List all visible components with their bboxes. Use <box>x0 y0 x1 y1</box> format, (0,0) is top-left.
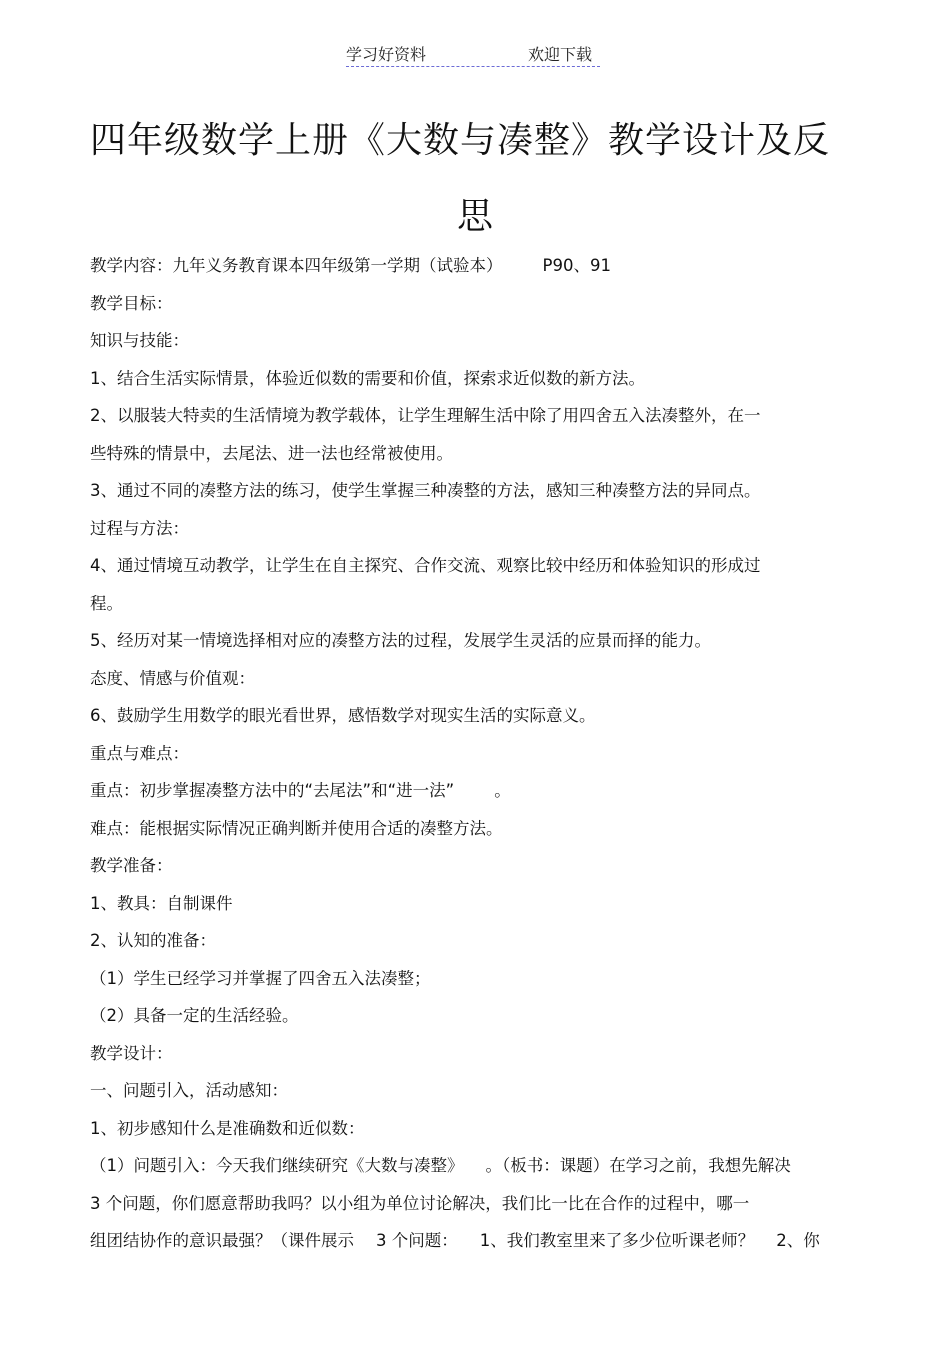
paragraph-line: 1、初步感知什么是准确数和近似数： <box>90 1118 365 1138</box>
paragraph-text: 2、你 <box>776 1231 820 1250</box>
document-title-line-2: 思 <box>456 196 493 237</box>
paragraph-text: 1、我们教室里来了多少位听课老师？ <box>479 1231 755 1250</box>
paragraph-line <box>90 1147 870 1185</box>
teaching-content-line <box>90 247 870 285</box>
paragraph-line: 重点与难点： <box>90 743 189 763</box>
header-right-text: 欢迎下载 <box>528 45 593 64</box>
paragraph-line: （2）具备一定的生活经验。 <box>90 1006 299 1025</box>
paragraph-line: 些特殊的情景中，去尾法、进一法也经常被使用。 <box>90 443 453 463</box>
paragraph-line: 4、通过情境互动教学，让学生在自主探究、合作交流、观察比较中经历和体验知识的形成过 <box>90 556 761 575</box>
paragraph-line: 1、教具：自制课件 <box>90 893 233 913</box>
teaching-content-label: 教学内容：九年义务教育课本四年级第一学期（试验本） <box>90 256 503 275</box>
page-header <box>346 42 600 67</box>
key-point-text: 重点：初步掌握凑整方法中的“去尾法”和“进一法” <box>90 781 455 800</box>
paragraph-line: 难点：能根据实际情况正确判断并使用合适的凑整方法。 <box>90 818 503 838</box>
teaching-content-pages: P90、91 <box>542 256 611 275</box>
document-body <box>90 247 870 1260</box>
paragraph-line: 5、经历对某一情境选择相对应的凑整方法的过程，发展学生灵活的应景而择的能力。 <box>90 631 711 650</box>
paragraph-line: 3、通过不同的凑整方法的练习，使学生掌握三种凑整的方法，感知三种凑整方法的异同点。 <box>90 481 761 500</box>
paragraph-line: 教学准备： <box>90 856 173 875</box>
paragraph-text: 组团结协作的意识最强？（课件展示 <box>90 1231 354 1250</box>
paragraph-text: 3 个问题： <box>376 1231 458 1250</box>
paragraph-line: 程。 <box>90 593 123 613</box>
paragraph-line: 知识与技能： <box>90 331 189 350</box>
paragraph-line: 教学目标： <box>90 293 173 313</box>
paragraph-line: 6、鼓励学生用数学的眼光看世界，感悟数学对现实生活的实际意义。 <box>90 706 596 725</box>
paragraph-line: 2、以服装大特卖的生活情境为教学载体，让学生理解生活中除了用四舍五入法凑整外，在一 <box>90 406 761 425</box>
paragraph-line: 3 个问题，你们愿意帮助我吗？以小组为单位讨论解决，我们比一比在合作的过程中，哪一 <box>90 1193 750 1213</box>
paragraph-line: 教学设计： <box>90 1043 173 1063</box>
paragraph-line: 态度、情感与价值观： <box>90 668 255 688</box>
document-title-line-1: 四年级数学上册《大数与凑整》教学设计及反 <box>90 120 831 161</box>
paragraph-line: 过程与方法： <box>90 518 189 538</box>
paragraph-line: 一、问题引入，活动感知： <box>90 1081 288 1100</box>
paragraph-line <box>90 1222 870 1260</box>
key-point-line <box>90 772 870 810</box>
key-point-period: 。 <box>494 781 511 800</box>
paragraph-text: （1）问题引入：今天我们继续研究《大数与凑整》 <box>90 1156 464 1175</box>
paragraph-line: 2、认知的准备： <box>90 931 216 950</box>
paragraph-line: 1、结合生活实际情景，体验近似数的需要和价值，探索求近似数的新方法。 <box>90 368 645 388</box>
paragraph-line: （1）学生已经学习并掌握了四舍五入法凑整； <box>90 968 431 988</box>
header-left-text: 学习好资料 <box>346 45 427 64</box>
paragraph-text: 。（板书：课题）在学习之前，我想先解决 <box>485 1156 791 1175</box>
